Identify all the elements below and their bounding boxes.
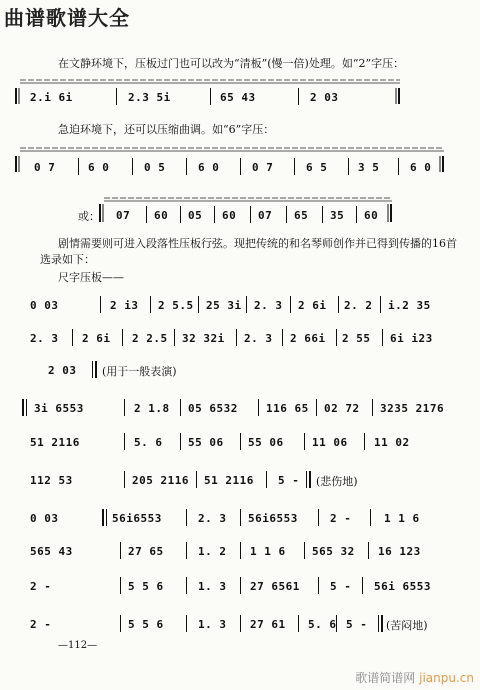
measure: 6 0 (410, 161, 432, 174)
measure: 0 7 (252, 161, 274, 174)
measure: 65 43 (220, 91, 256, 104)
barline (356, 206, 357, 223)
barline (78, 158, 79, 175)
paragraph-compress: 急迫环境下，还可以压缩曲调。如“6”字压： (58, 123, 275, 136)
barline (186, 509, 187, 526)
barline (124, 471, 125, 488)
measure: 60 (222, 209, 237, 222)
measure: 05 6532 (188, 402, 238, 415)
barline (286, 206, 287, 223)
barline (306, 471, 307, 488)
barline (398, 158, 399, 175)
measure: 56i 6553 (374, 580, 431, 593)
measure: 0 5 (144, 161, 166, 174)
measure: 5 - (330, 580, 352, 593)
barline (282, 329, 283, 346)
score-line-9 (0, 580, 480, 610)
site-watermark (355, 669, 474, 686)
barline (380, 296, 381, 313)
measure: 112 53 (30, 474, 73, 487)
measure: 1. 2 (198, 545, 227, 558)
measure: 6 0 (198, 161, 220, 174)
barline (258, 399, 259, 416)
measure: 5 - (346, 618, 368, 631)
measure: 2.3 5i (128, 91, 171, 104)
final-barline (309, 471, 311, 488)
barline (304, 542, 305, 559)
measure: 2 - (30, 618, 52, 631)
score-line-1 (0, 299, 480, 329)
example-3-row (0, 209, 480, 239)
barline (382, 329, 383, 346)
measure: 55 06 (188, 436, 224, 449)
repeat-barline (102, 509, 104, 526)
barline (348, 158, 349, 175)
barline (180, 399, 181, 416)
barline (318, 577, 319, 594)
measure: 2 2.5 (132, 332, 168, 345)
measure: 11 06 (312, 436, 348, 449)
barline (290, 296, 291, 313)
measure: 3 5 (358, 161, 380, 174)
measure: 5 5 6 (128, 580, 164, 593)
final-barline (95, 361, 97, 378)
measure: 55 06 (248, 436, 284, 449)
barline (246, 296, 247, 313)
barline (120, 542, 121, 559)
barline (316, 399, 317, 416)
barline (378, 615, 379, 632)
barline (336, 615, 337, 632)
measure: 2.i 6i (30, 91, 73, 104)
barline (26, 399, 27, 416)
barline (186, 542, 187, 559)
measure: 1 1 6 (384, 512, 420, 525)
performance-note: (用于一般表演) (102, 365, 177, 378)
page-number: —112— (58, 640, 98, 651)
mood-note-sad: (悲伤地) (316, 475, 358, 488)
score-line-8 (0, 545, 480, 575)
measure: 2 1.8 (134, 402, 170, 415)
barline (362, 577, 363, 594)
measure: 60 (154, 209, 169, 222)
barline (336, 329, 337, 346)
score-line-3 (0, 364, 480, 394)
barline (236, 329, 237, 346)
measure: 5 - (278, 474, 300, 487)
barline (318, 509, 319, 526)
barline (322, 206, 323, 223)
measure: 2. 3 (244, 332, 273, 345)
barline (180, 433, 181, 450)
measure: 07 (116, 209, 131, 222)
measure: 2 - (330, 512, 352, 525)
alternative-label: 或： (78, 210, 100, 223)
repeat-barline (22, 399, 24, 416)
example-1-row (0, 91, 480, 121)
measure: 2. 2 (344, 299, 373, 312)
paragraph-qingban: 在文静环境下，压板过门也可以改为“清板”(慢一倍)处理。如“2”字压： (58, 57, 405, 70)
measure: 116 65 (266, 402, 309, 415)
barline (294, 158, 295, 175)
measure: 2 03 (310, 91, 339, 104)
barline (368, 542, 369, 559)
measure: 5. 6 (308, 618, 337, 631)
measure: 51 2116 (30, 436, 80, 449)
measure: 25 3i (206, 299, 242, 312)
barline (198, 296, 199, 313)
measure: 2 - (30, 580, 52, 593)
measure: 2 5.5 (158, 299, 194, 312)
site-title: 曲谱歌谱大全 (4, 6, 130, 30)
barline (180, 206, 181, 223)
barline (72, 329, 73, 346)
measure: 1. 3 (198, 580, 227, 593)
barline (124, 399, 125, 416)
mood-note-gloomy: (苦闷地) (386, 619, 428, 632)
barline (240, 577, 241, 594)
measure: 2 55 (342, 332, 371, 345)
barline (298, 88, 299, 105)
measure: 60 (364, 209, 379, 222)
measure: 2. 3 (198, 512, 227, 525)
barline (240, 615, 241, 632)
measure: 27 65 (128, 545, 164, 558)
measure: 65 (294, 209, 309, 222)
measure: 5. 6 (134, 436, 163, 449)
barline (240, 542, 241, 559)
measure: 07 (258, 209, 273, 222)
paragraph-intro-line-1: 剧情需要则可进入段落性压板行弦。现把传统的和名琴师创作并已得到传播的16首 (58, 237, 457, 250)
barline (100, 296, 101, 313)
barline (372, 399, 373, 416)
measure: 32 32i (182, 332, 225, 345)
barline (338, 296, 339, 313)
barline (240, 158, 241, 175)
measure: 56i6553 (248, 512, 298, 525)
measure: 5 5 6 (128, 618, 164, 631)
watermark-cn: 歌谱简谱网 (355, 671, 416, 685)
barline (132, 158, 133, 175)
measure: 2. 3 (254, 299, 283, 312)
barline (186, 158, 187, 175)
measure: i.2 35 (388, 299, 431, 312)
measure: 3i 6553 (34, 402, 84, 415)
barline (304, 433, 305, 450)
barline (364, 433, 365, 450)
measure: 05 (188, 209, 203, 222)
barline (298, 615, 299, 632)
section-subtitle: 尺字压板—— (58, 271, 124, 284)
measure: 56i6553 (112, 512, 162, 525)
barline (240, 433, 241, 450)
score-line-7 (0, 512, 480, 542)
measure: 205 2116 (132, 474, 189, 487)
barline (146, 206, 147, 223)
barline (210, 88, 211, 105)
measure: 6 0 (88, 161, 110, 174)
barline (122, 329, 123, 346)
measure: 565 32 (312, 545, 355, 558)
score-line-6 (0, 474, 480, 504)
measure: 2. 3 (30, 332, 59, 345)
score-line-4 (0, 402, 480, 432)
measure: 11 02 (374, 436, 410, 449)
score-line-5 (0, 436, 480, 466)
measure: 35 (330, 209, 345, 222)
measure: 02 72 (324, 402, 360, 415)
measure: 1. 3 (198, 618, 227, 631)
measure: 6 5 (306, 161, 328, 174)
measure: 0 03 (30, 512, 59, 525)
measure: 3235 2176 (380, 402, 445, 415)
measure: 1 1 6 (250, 545, 286, 558)
measure: 2 6i (298, 299, 327, 312)
barline (106, 509, 107, 526)
barline (124, 433, 125, 450)
measure: 2 i3 (110, 299, 139, 312)
measure: 16 123 (378, 545, 421, 558)
barline (174, 329, 175, 346)
measure: 565 43 (30, 545, 73, 558)
measure: 2 03 (48, 364, 77, 377)
score-line-2 (0, 332, 480, 362)
barline (214, 206, 215, 223)
watermark-latin: jianpu.cn (419, 671, 474, 685)
measure: 0 03 (30, 299, 59, 312)
measure: 6i i23 (390, 332, 433, 345)
final-barline (381, 615, 383, 632)
barline (266, 471, 267, 488)
barline (240, 509, 241, 526)
barline (370, 509, 371, 526)
measure: 27 61 (250, 618, 286, 631)
barline (92, 361, 93, 378)
measure: 51 2116 (204, 474, 254, 487)
example-2-row (0, 161, 480, 191)
measure: 0 7 (34, 161, 56, 174)
barline (120, 577, 121, 594)
barline (186, 577, 187, 594)
barline (250, 206, 251, 223)
barline (116, 88, 117, 105)
barline (150, 296, 151, 313)
measure: 2 6i (82, 332, 111, 345)
paragraph-intro-line-2: 选录如下： (40, 253, 95, 266)
barline (186, 615, 187, 632)
barline (196, 471, 197, 488)
measure: 27 6561 (250, 580, 300, 593)
barline (120, 615, 121, 632)
measure: 2 66i (290, 332, 326, 345)
